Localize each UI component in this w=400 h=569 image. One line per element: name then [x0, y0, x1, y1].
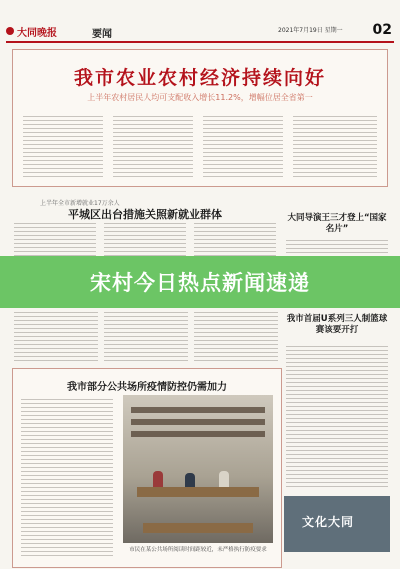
reading-table — [143, 523, 253, 533]
photo-caption: 市民在某公共场所阅读时间距较近，未严格执行防疫要求 — [129, 547, 267, 553]
lead-subheadline: 上半年农村居民人均可支配收入增长11.2%，增幅位居全省第一 — [87, 93, 313, 102]
reading-table — [137, 487, 259, 497]
lead-body-column — [203, 116, 283, 178]
culture-column-image — [284, 496, 390, 552]
director-headline: 大同导演王三才登上“国家名片” — [287, 213, 387, 234]
story-headline: 平城区出台措施关照新就业群体 — [68, 208, 222, 221]
story-kicker: 上半年全市新增就业17万余人 — [40, 200, 120, 207]
logo-text: 大同晚报 — [17, 27, 57, 39]
lead-body-column — [293, 116, 377, 178]
library-photo — [123, 395, 273, 543]
director-story — [284, 213, 390, 243]
section-label: 要闻 — [92, 29, 112, 40]
director-body-column — [286, 240, 388, 254]
page-number: 02 — [372, 22, 392, 38]
basketball-headline: 我市首届U系列三人制篮球赛该要开打 — [286, 314, 388, 335]
story-body-column — [104, 312, 188, 362]
newspaper-logo — [6, 24, 72, 38]
bookshelf — [131, 419, 265, 425]
epidemic-headline: 我市部分公共场所疫情防控仍需加力 — [67, 382, 227, 393]
epidemic-story — [12, 368, 282, 568]
logo-emblem-icon — [6, 27, 14, 35]
news-banner[interactable] — [0, 256, 400, 308]
masthead — [6, 24, 394, 38]
lead-body-column — [113, 116, 193, 178]
story-body-column — [194, 312, 278, 362]
lead-story — [12, 49, 388, 187]
lead-body-column — [23, 116, 103, 178]
basketball-body-column — [286, 346, 388, 490]
bookshelf — [131, 407, 265, 413]
epidemic-body-column — [21, 399, 113, 559]
lead-headline: 我市农业农村经济持续向好 — [73, 67, 326, 89]
bookshelf — [131, 431, 265, 437]
story-body-column — [14, 312, 98, 362]
dateline: 2021年7月19日 星期一 — [278, 27, 343, 34]
banner-text[interactable]: 宋村今日热点新闻速递 — [90, 271, 310, 295]
basketball-story — [284, 314, 390, 344]
culture-column-title: 文化大同 — [302, 515, 355, 529]
masthead-rule — [6, 41, 394, 43]
